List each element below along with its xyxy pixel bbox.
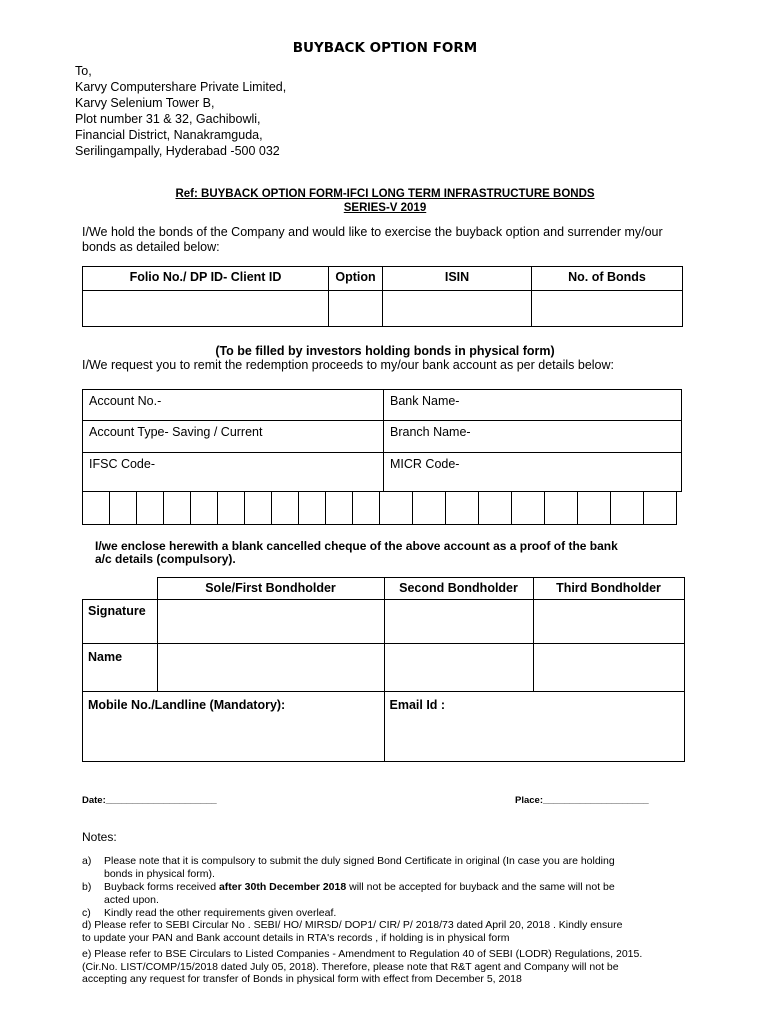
header-first-bondholder: Sole/First Bondholder [157, 578, 384, 600]
empty-corner-cell [83, 578, 158, 600]
header-isin: ISIN [383, 267, 532, 291]
address-block [75, 63, 286, 159]
note-d [82, 919, 622, 944]
signature-third-field[interactable] [533, 600, 684, 644]
address-line: Plot number 31 & 32, Gachibowli, [75, 112, 261, 126]
address-line: Serilingampally, Hyderabad -500 032 [75, 144, 280, 158]
micr-char-box[interactable] [512, 492, 545, 525]
reference-line-1: Ref: BUYBACK OPTION FORM-IFCI LONG TERM INFRASTRUCTURE BONDS [175, 188, 595, 200]
ifsc-char-box[interactable] [299, 492, 326, 525]
note-b-pre: Buyback forms received [104, 881, 219, 893]
note-e [82, 948, 642, 986]
bondholders-table [82, 577, 685, 762]
note-a-text [104, 855, 615, 880]
bank-details-table [82, 389, 682, 492]
micr-char-box[interactable] [446, 492, 479, 525]
note-e-line-1: e) Please refer to BSE Circulars to Listed Companies - Amendment to Regulation 40 of SEBI (LODR) Regulations, 2015. [82, 948, 643, 960]
account-no-field[interactable]: Account No.- [83, 390, 384, 421]
name-label: Name [83, 644, 158, 692]
header-second-bondholder: Second Bondholder [384, 578, 533, 600]
signature-label: Signature [83, 600, 158, 644]
note-a-line-2: bonds in physical form). [104, 867, 215, 880]
note-a [82, 855, 91, 868]
mobile-field[interactable]: Mobile No./Landline (Mandatory): [83, 692, 385, 762]
place-field[interactable]: Place:____________________ [515, 795, 649, 806]
option-field[interactable] [329, 291, 383, 327]
ifsc-char-box[interactable] [110, 492, 137, 525]
header-third-bondholder: Third Bondholder [533, 578, 684, 600]
cheque-line-2: a/c details (compulsory). [95, 551, 236, 566]
ifsc-char-box[interactable] [353, 492, 380, 525]
header-no-of-bonds: No. of Bonds [532, 267, 683, 291]
ifsc-char-box[interactable] [326, 492, 353, 525]
folio-field[interactable] [83, 291, 329, 327]
reference-heading [0, 187, 770, 215]
name-third-field[interactable] [533, 644, 684, 692]
note-d-line-2: to update your PAN and Bank account details in RTA's records , if holding is in physical form [82, 931, 510, 944]
note-b-bold: after 30th December 2018 [218, 881, 347, 893]
note-c-prefix: c) [82, 907, 91, 919]
note-a-prefix: a) [82, 855, 92, 867]
date-field[interactable]: Date:_____________________ [82, 795, 217, 806]
cheque-line-1: I/we enclose herewith a blank cancelled cheque of the above account as a proof of the bank [95, 539, 618, 553]
ifsc-char-box[interactable] [83, 492, 110, 525]
address-line: Financial District, Nanakramguda, [75, 128, 263, 142]
address-line: To, [75, 64, 92, 78]
micr-char-box[interactable] [611, 492, 644, 525]
note-d-line-1: d) Please refer to SEBI Circular No . SEBI/ HO/ MIRSD/ DOP1/ CIR/ P/ 2018/73 dated April 20, 2018 . Kindly ensure [82, 919, 623, 931]
micr-char-box[interactable] [413, 492, 446, 525]
physical-text: I/We request you to remit the redemption proceeds to my/our bank account as per details below: [82, 358, 614, 372]
physical-heading: (To be filled by investors holding bonds in physical form) [215, 344, 555, 358]
micr-field[interactable]: MICR Code- [384, 453, 682, 492]
name-first-field[interactable] [157, 644, 384, 692]
ifsc-char-box[interactable] [137, 492, 164, 525]
ifsc-field[interactable]: IFSC Code- [83, 453, 384, 492]
code-character-boxes [82, 491, 677, 525]
ifsc-char-box[interactable] [164, 492, 191, 525]
note-c-text: Kindly read the other requirements given overleaf. [104, 907, 337, 919]
address-line: Karvy Selenium Tower B, [75, 96, 215, 110]
note-b-text [104, 881, 615, 906]
micr-char-box[interactable] [644, 492, 677, 525]
ifsc-char-box[interactable] [191, 492, 218, 525]
ifsc-char-box[interactable] [245, 492, 272, 525]
bonds-table [82, 266, 683, 327]
micr-char-box[interactable] [545, 492, 578, 525]
note-b-line-2: acted upon. [104, 893, 159, 906]
micr-char-box[interactable] [479, 492, 512, 525]
note-e-line-2: (Cir.No. LIST/COMP/15/2018 dated July 05, 2018). Therefore, please note that R&T agent and Company will not be [82, 960, 619, 973]
reference-line-2: SERIES-V 2019 [343, 202, 427, 214]
form-title: BUYBACK OPTION FORM [292, 40, 478, 56]
no-of-bonds-field[interactable] [532, 291, 683, 327]
ifsc-char-box[interactable] [272, 492, 299, 525]
header-folio: Folio No./ DP ID- Client ID [83, 267, 329, 291]
address-line: Karvy Computershare Private Limited, [75, 80, 287, 94]
note-b-prefix: b) [82, 881, 92, 893]
notes-heading: Notes: [82, 830, 117, 844]
account-type-field[interactable]: Account Type- Saving / Current [83, 421, 384, 453]
intro-line-1: I/We hold the bonds of the Company and would like to exercise the buyback option and surrender my/our [82, 225, 663, 239]
note-b-line-1 [104, 881, 615, 894]
note-b-post: will not be accepted for buyback and the same will not be [346, 881, 615, 893]
cheque-note [95, 540, 618, 565]
branch-name-field[interactable]: Branch Name- [384, 421, 682, 453]
note-a-line-1: Please note that it is compulsory to submit the duly signed Bond Certificate in original (In case you are holding [104, 855, 615, 867]
isin-field[interactable] [383, 291, 532, 327]
bank-name-field[interactable]: Bank Name- [384, 390, 682, 421]
intro-line-2: bonds as detailed below: [82, 240, 220, 254]
signature-second-field[interactable] [384, 600, 533, 644]
email-field[interactable]: Email Id : [384, 692, 684, 762]
name-second-field[interactable] [384, 644, 533, 692]
signature-first-field[interactable] [157, 600, 384, 644]
intro-text [82, 225, 663, 255]
header-option: Option [329, 267, 383, 291]
micr-char-box[interactable] [380, 492, 413, 525]
note-e-line-3: accepting any request for transfer of Bonds in physical form with effect from December 5, 2018 [82, 973, 522, 985]
micr-char-box[interactable] [578, 492, 611, 525]
ifsc-char-box[interactable] [218, 492, 245, 525]
